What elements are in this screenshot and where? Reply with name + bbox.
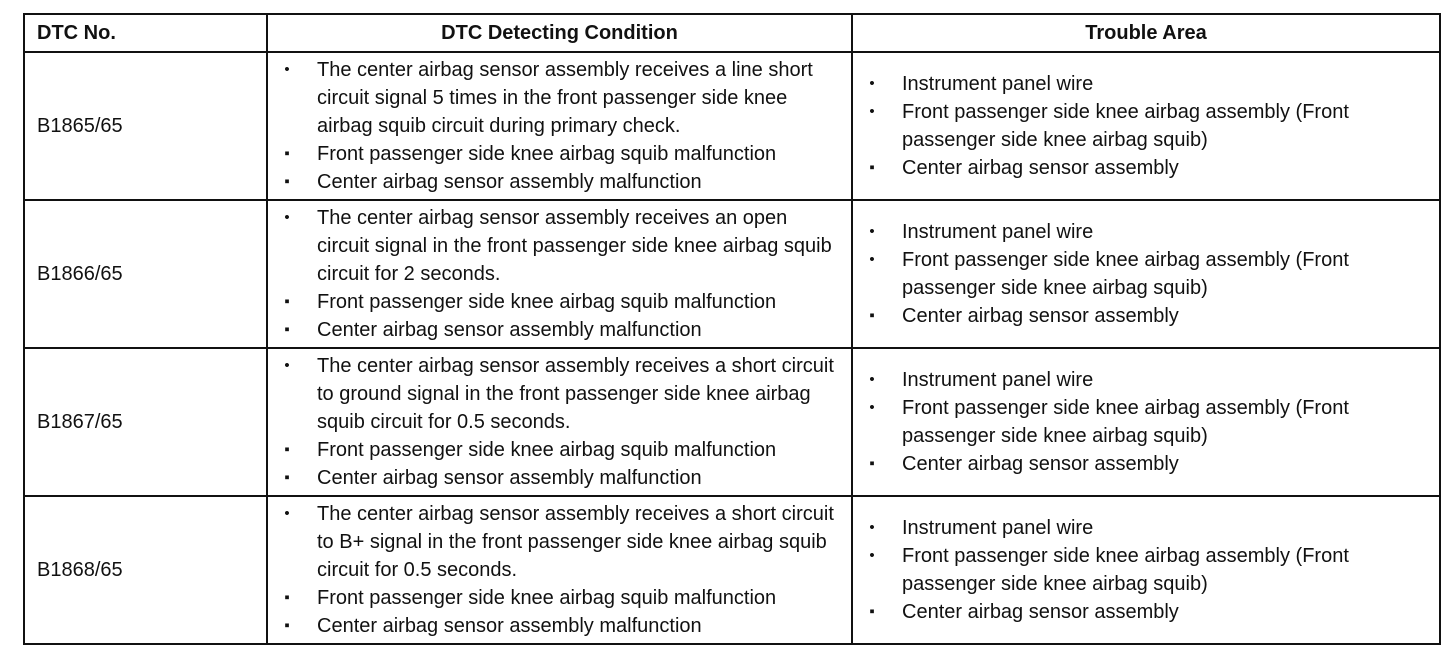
bullet-icon: • <box>869 371 875 388</box>
list-item <box>268 168 851 196</box>
dtc-code: B1865/65 <box>24 52 267 200</box>
dtc-table <box>23 13 1441 645</box>
condition-list <box>268 56 851 196</box>
list-item <box>853 98 1439 154</box>
square-bullet-icon: ▪ <box>284 321 290 338</box>
list-item <box>268 436 851 464</box>
bullet-icon: • <box>284 209 290 226</box>
square-bullet-icon: ▪ <box>869 455 875 472</box>
list-item <box>853 598 1439 626</box>
area-text: Front passenger side knee airbag assembly (Front passenger side knee airbag squib) <box>902 545 1349 595</box>
square-bullet-icon: ▪ <box>284 469 290 486</box>
area-text: Center airbag sensor assembly <box>902 601 1179 623</box>
bullet-icon: • <box>869 223 875 240</box>
bullet-icon: • <box>284 61 290 78</box>
table-row <box>24 348 1440 496</box>
trouble-area-list <box>853 514 1439 626</box>
list-item <box>853 70 1439 98</box>
area-text: Front passenger side knee airbag assembly (Front passenger side knee airbag squib) <box>902 101 1349 151</box>
dtc-code: B1866/65 <box>24 200 267 348</box>
square-bullet-icon: ▪ <box>284 441 290 458</box>
list-item <box>268 140 851 168</box>
area-text: Instrument panel wire <box>902 73 1094 95</box>
list-item <box>853 394 1439 450</box>
trouble-area-cell <box>852 52 1440 200</box>
condition-text: Front passenger side knee airbag squib malfunction <box>317 291 777 313</box>
list-item <box>853 154 1439 182</box>
list-item <box>268 316 851 344</box>
header-dtc-no: DTC No. <box>24 14 267 52</box>
list-item <box>268 204 851 288</box>
list-item <box>853 218 1439 246</box>
bullet-icon: • <box>869 547 875 564</box>
bullet-icon: • <box>869 519 875 536</box>
condition-list <box>268 500 851 640</box>
list-item <box>853 514 1439 542</box>
area-text: Center airbag sensor assembly <box>902 453 1179 475</box>
square-bullet-icon: ▪ <box>869 603 875 620</box>
list-item <box>268 352 851 436</box>
list-item <box>853 542 1439 598</box>
list-item <box>853 366 1439 394</box>
area-text: Center airbag sensor assembly <box>902 157 1179 179</box>
list-item <box>268 612 851 640</box>
condition-list <box>268 204 851 344</box>
condition-list <box>268 352 851 492</box>
trouble-area-cell <box>852 496 1440 644</box>
list-item <box>268 500 851 584</box>
condition-text: Center airbag sensor assembly malfunction <box>317 319 702 341</box>
table-row <box>24 496 1440 644</box>
square-bullet-icon: ▪ <box>284 589 290 606</box>
dtc-code: B1868/65 <box>24 496 267 644</box>
header-row <box>24 14 1440 52</box>
bullet-icon: • <box>869 399 875 416</box>
table-row <box>24 52 1440 200</box>
condition-text: The center airbag sensor assembly receives a line short circuit signal 5 times in the front passenger side knee airbag squib circuit during primary check. <box>317 59 813 137</box>
area-text: Center airbag sensor assembly <box>902 305 1179 327</box>
condition-text: The center airbag sensor assembly receives a short circuit to ground signal in the front passenger side knee airbag squib circuit for 0.5 seconds. <box>317 355 834 433</box>
trouble-area-cell <box>852 348 1440 496</box>
list-item <box>853 450 1439 478</box>
square-bullet-icon: ▪ <box>284 617 290 634</box>
square-bullet-icon: ▪ <box>284 293 290 310</box>
trouble-area-cell <box>852 200 1440 348</box>
trouble-area-list <box>853 366 1439 478</box>
area-text: Front passenger side knee airbag assembly (Front passenger side knee airbag squib) <box>902 249 1349 299</box>
condition-cell <box>267 52 852 200</box>
square-bullet-icon: ▪ <box>869 307 875 324</box>
condition-text: Front passenger side knee airbag squib malfunction <box>317 587 777 609</box>
list-item <box>268 288 851 316</box>
dtc-code: B1867/65 <box>24 348 267 496</box>
list-item <box>268 584 851 612</box>
condition-text: Center airbag sensor assembly malfunction <box>317 467 702 489</box>
trouble-area-list <box>853 218 1439 330</box>
square-bullet-icon: ▪ <box>284 145 290 162</box>
condition-cell <box>267 496 852 644</box>
condition-text: Front passenger side knee airbag squib malfunction <box>317 143 777 165</box>
table-row <box>24 200 1440 348</box>
bullet-icon: • <box>284 357 290 374</box>
condition-text: The center airbag sensor assembly receives an open circuit signal in the front passenger side knee airbag squib circuit for 2 seconds. <box>317 207 832 285</box>
list-item <box>853 246 1439 302</box>
condition-cell <box>267 200 852 348</box>
trouble-area-list <box>853 70 1439 182</box>
square-bullet-icon: ▪ <box>869 159 875 176</box>
area-text: Front passenger side knee airbag assembly (Front passenger side knee airbag squib) <box>902 397 1349 447</box>
condition-cell <box>267 348 852 496</box>
list-item <box>268 56 851 140</box>
condition-text: Front passenger side knee airbag squib malfunction <box>317 439 777 461</box>
condition-text: Center airbag sensor assembly malfunction <box>317 171 702 193</box>
area-text: Instrument panel wire <box>902 221 1094 243</box>
list-item <box>268 464 851 492</box>
bullet-icon: • <box>869 251 875 268</box>
bullet-icon: • <box>869 103 875 120</box>
area-text: Instrument panel wire <box>902 517 1094 539</box>
square-bullet-icon: ▪ <box>284 173 290 190</box>
area-text: Instrument panel wire <box>902 369 1094 391</box>
condition-text: The center airbag sensor assembly receives a short circuit to B+ signal in the front passenger side knee airbag squib circuit for 0.5 seconds. <box>317 503 834 581</box>
bullet-icon: • <box>869 75 875 92</box>
header-detecting-condition: DTC Detecting Condition <box>267 14 852 52</box>
list-item <box>853 302 1439 330</box>
condition-text: Center airbag sensor assembly malfunction <box>317 615 702 637</box>
bullet-icon: • <box>284 505 290 522</box>
header-trouble-area: Trouble Area <box>852 14 1440 52</box>
